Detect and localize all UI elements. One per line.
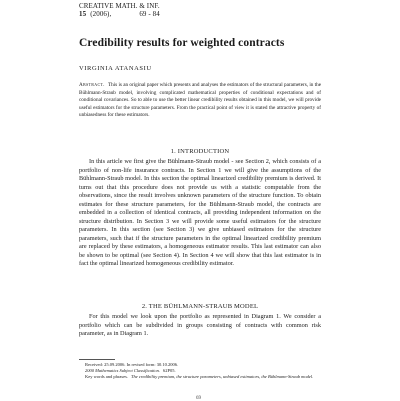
paper-title: Credibility results for weighted contracts [79, 37, 285, 49]
page-number: 69 [196, 396, 201, 401]
section-2-heading: 2. THE BÜHLMANN-STRAUB MODEL [141, 303, 259, 310]
section-1-body [79, 158, 321, 269]
journal-year: (2006), [90, 10, 112, 18]
footnote-keywords-value: The credibility premium, the structure parameters, unbiased estimators, the Bühlmann-Straub model. [131, 374, 314, 380]
journal-header [79, 2, 160, 18]
journal-name: CREATIVE MATH. & INF. [79, 2, 160, 10]
abstract-lead: Abstract. [79, 82, 105, 88]
footnote-msc-value: 62P05. [163, 368, 176, 374]
section-2-body [79, 313, 321, 339]
abstract-text: This is an original paper which presents and analyses the estimators of the structural parameters, in the Bühlmann-Straub model, involving complicated mathematical properties of conditional expectations and of conditional covariances. So to able to use the better linear credibility results obtained in this model, we will provide useful estimators for the structure parameters. From the practical point of view it is stated the attractive property of unbiasedness for these estimators. [79, 82, 322, 119]
journal-volume: 15 [79, 10, 87, 18]
footnote-keywords [79, 374, 321, 380]
footnote-rule [79, 359, 115, 360]
footnotes [79, 362, 321, 380]
footnote-keywords-label: Key words and phrases. [85, 374, 128, 380]
footnote-received: Received: 25.09.2006. In revised form: 30.10.2006. [85, 362, 179, 367]
journal-pages: 69 - 84 [139, 10, 160, 18]
abstract [79, 82, 321, 120]
section-2-paragraph: For this model we look upon the portfolio as represented in Diagram 1. We consider a portfolio which can be subdivided in groups consisting of contracts with common risk parameter, as in Diagram 1. [79, 313, 321, 337]
footnote-msc-label: 2000 Mathematics Subject Classification. [85, 368, 160, 374]
section-1-paragraph: In this article we first give the Bühlmann-Straub model - see Section 2, which consists of a portfolio of non-life insurance contracts. In Section 1 we will give the assumptions of the Bühlmann-Straub model. In this section the optimal linearized credibility premium is derived. It turns out that this procedure does not provide us with a statistic computable from the observations, since the result involves unknown parameters of the structure function. To obtain estimates for these structure parameters, for the Bühlmann-Straub model, the contracts are embedded in a collection of identical contracts, all providing independent information on the structure distribution. In Section 3 we will provide some useful estimators for the structure parameters. In this section (see Section 3) we give unbiased estimators for the structure parameters, such that if the structure parameters in the optimal linearized credibility premium are replaced by these estimators, a homogeneous estimator results. This last estimator can also be shown to be optimal (see Section 4). In Section 4 we will show that this last estimator is in fact the optimal linearized homogeneous credibility estimator. [79, 158, 321, 267]
paper-author: VIRGINIA ATANASIU [79, 65, 152, 72]
section-1-heading: 1. INTRODUCTION [170, 148, 230, 155]
